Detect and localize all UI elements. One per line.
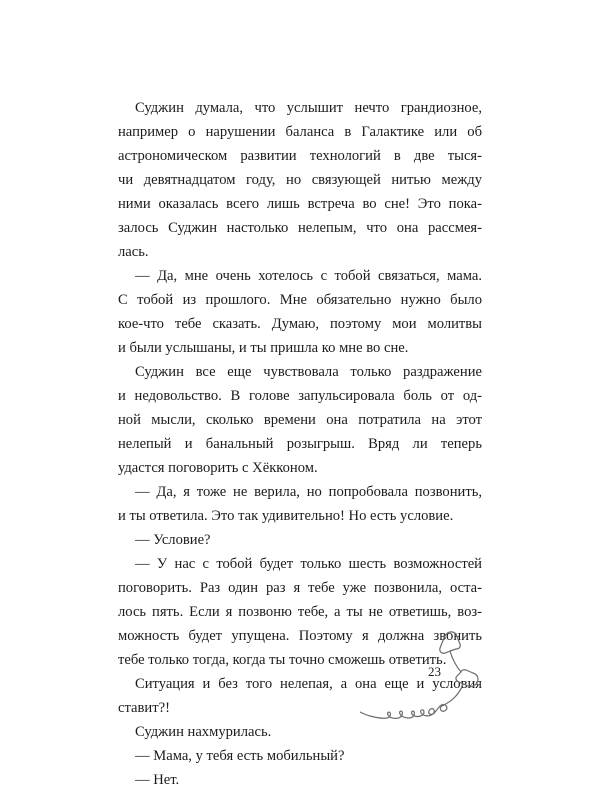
text-line: можность будет упущена. Поэтому я должна звонить [118,628,482,644]
paragraph [118,96,482,264]
page-number: 23 [428,664,441,679]
text-line: и были услышаны, и ты пришла ко мне во сне. [118,340,409,356]
text-line: например о нарушении баланса в Галактике или об [118,124,482,140]
telephone-cord-icon [360,620,490,730]
text-line: и недовольство. В голове запульсировала боль от од- [118,388,482,404]
paragraph [118,768,482,792]
text-line: тебе только тогда, когда ты точно сможешь ответить. [118,652,447,668]
paragraph [118,480,482,528]
text-line: ной мысли, сколько времени она потратила на этот [118,412,482,428]
text-line: Суджин думала, что услышит нечто грандиозное, [135,100,482,116]
text-line: — Да, мне очень хотелось с тобой связаться, мама. [135,268,482,284]
text-line: астрономическом развитии технологий в две тыся- [118,148,482,164]
text-line: чи девятнадцатом году, но связующей нитью между [118,172,482,188]
text-line: ними оказалась всего лишь встреча во сне! Это пока- [118,196,482,212]
text-line: залось Суджин настолько нелепым, что она рассмея- [118,220,482,236]
paragraph [118,744,482,768]
text-line: — Мама, у тебя есть мобильный? [135,748,345,764]
text-line: лась. [118,244,149,260]
paragraph [118,528,482,552]
text-line: ставит?! [118,700,170,716]
text-line: Ситуация и без того нелепая, а она еще и условия [135,676,482,692]
text-line: Суджин нахмурилась. [135,724,272,740]
text-line: и ты ответила. Это так удивительно! Но есть условие. [118,508,454,524]
text-line: — У нас с тобой будет только шесть возможностей [135,556,482,572]
text-line: нелепый и банальный розыгрыш. Вряд ли теперь [118,436,482,452]
text-line: Суджин все еще чувствовала только раздражение [135,364,482,380]
text-line: поговорить. Раз один раз я тебе уже позвонила, оста- [118,580,482,596]
text-line: — Нет. [135,772,180,788]
text-line: кое-что тебе сказать. Думаю, поэтому мои молитвы [118,316,482,332]
text-line: — Условие? [135,532,211,548]
text-line: лось пять. Если я позвоню тебе, а ты не ответишь, воз- [118,604,482,620]
text-line: С тобой из прошлого. Мне обязательно нужно было [118,292,482,308]
text-line: — Да, я тоже не верила, но попробовала позвонить, [135,484,482,500]
text-line: удастся поговорить с Хёкконом. [118,460,318,476]
paragraph [118,264,482,360]
paragraph [118,360,482,480]
